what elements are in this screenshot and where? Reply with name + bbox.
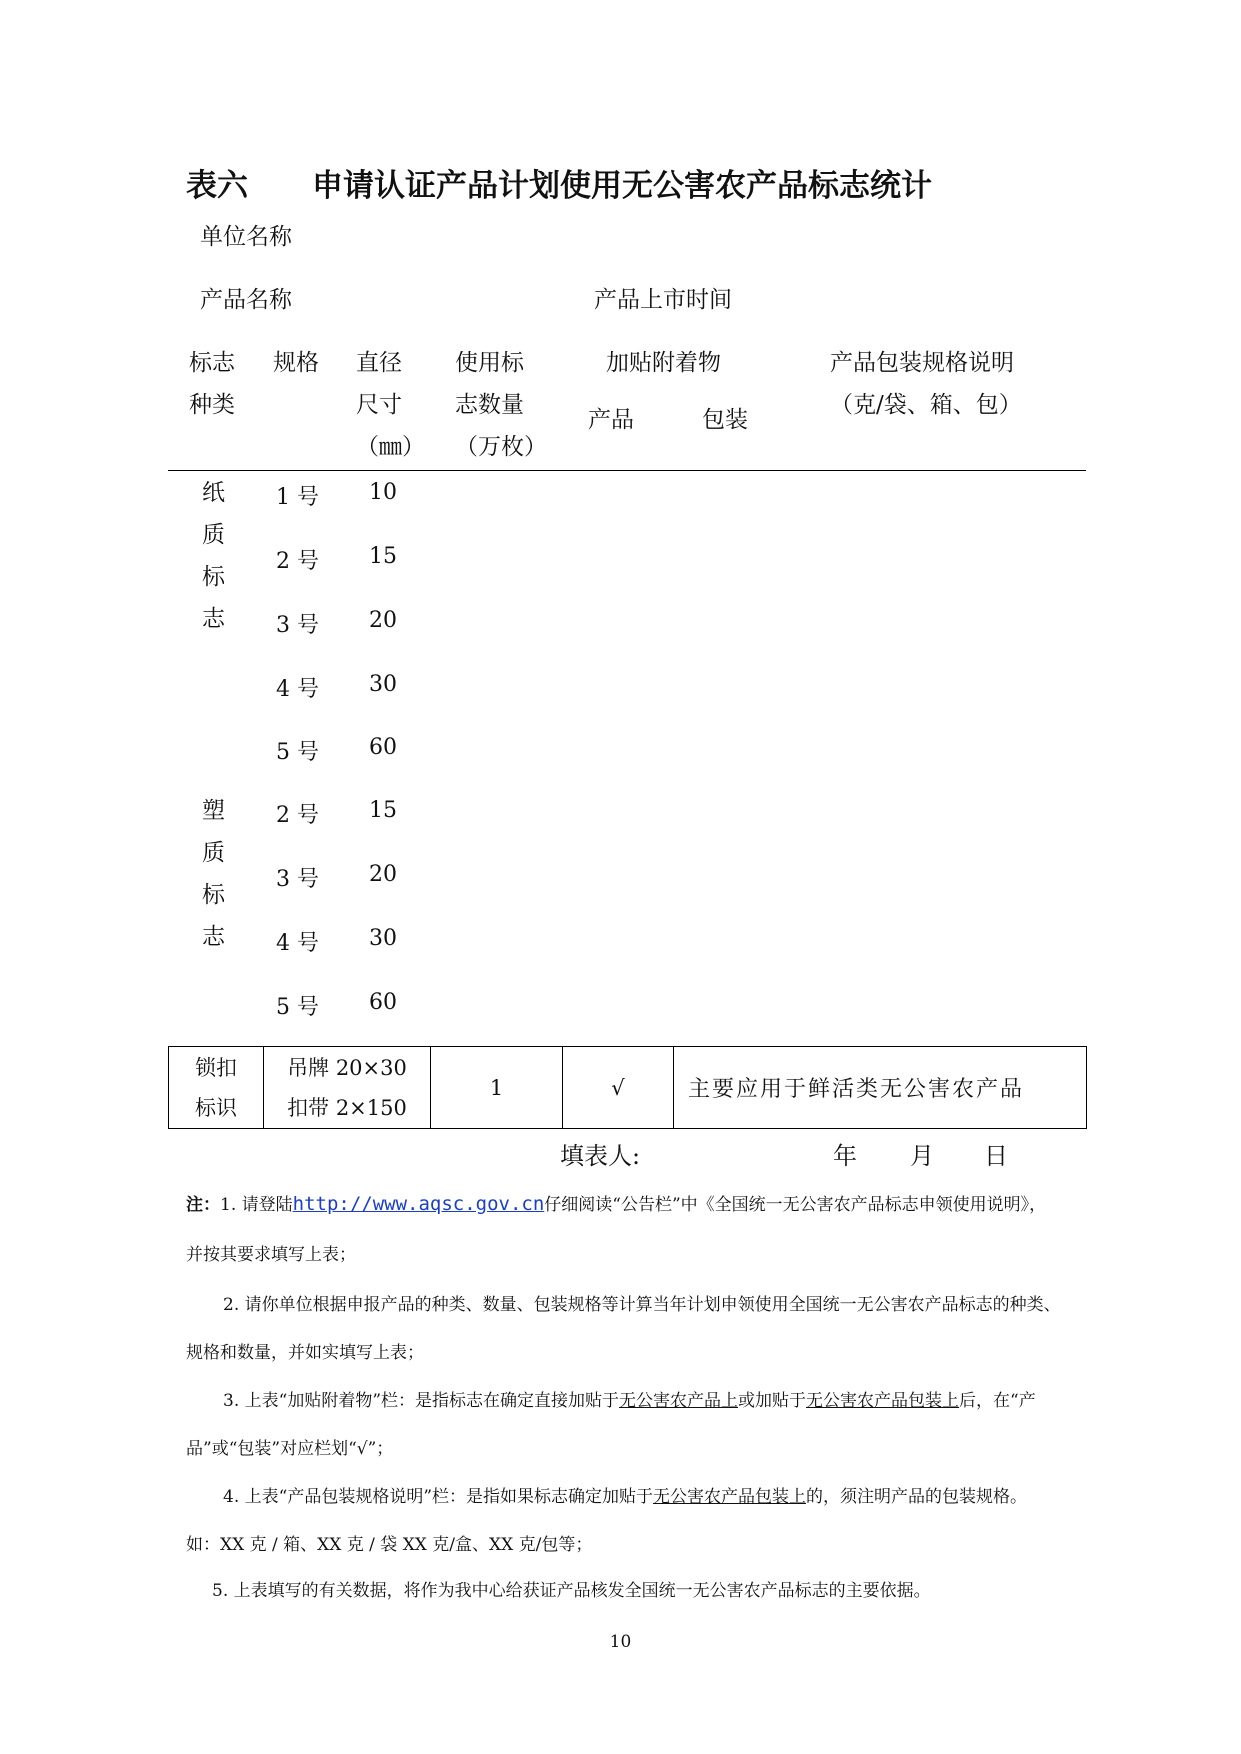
lock-type-cell: 锁扣 标识 — [169, 1047, 264, 1129]
table-row-size: 30 — [369, 926, 397, 951]
lock-note-cell: 主要应用于鲜活类无公害农产品 — [674, 1047, 1087, 1129]
table-row-size: 20 — [369, 608, 397, 633]
header-pack-spec: 产品包装规格说明 （克/袋、箱、包） — [830, 350, 1022, 418]
table-row-spec: 4 号 — [276, 931, 319, 956]
filler-label: 填表人: — [560, 1142, 641, 1170]
table-row-spec: 1 号 — [276, 485, 319, 510]
page-title — [186, 160, 932, 205]
year-label: 年 — [833, 1142, 857, 1170]
note-1-cont: 并按其要求填写上表； — [186, 1245, 356, 1265]
table-row-spec: 2 号 — [276, 803, 319, 828]
header-spec: 规格 — [273, 350, 319, 376]
paper-group-label: 纸 质 标 志 — [202, 480, 225, 632]
note-4: 4. 上表“产品包装规格说明”栏：是指如果标志确定加贴于无公害农产品包装上的，须注明产品的包装规格。 — [223, 1487, 1028, 1507]
header-attach-product: 产品 — [588, 407, 634, 433]
month-label: 月 — [910, 1142, 934, 1170]
lock-row-table — [168, 1046, 1087, 1129]
header-type: 标志 种类 — [189, 350, 235, 418]
header-divider — [168, 470, 1086, 471]
table-title: 申请认证产品计划使用无公害农产品标志统计 — [312, 168, 932, 204]
note-5: 5. 上表填写的有关数据，将作为我中心给获证产品核发全国统一无公害农产品标志的主要依据。 — [212, 1581, 931, 1601]
note-3: 3. 上表“加贴附着物”栏：是指标志在确定直接加贴于无公害农产品上或加贴于无公害农产品包装上后，在“产 — [223, 1391, 1036, 1411]
lock-check-cell: √ — [563, 1047, 674, 1129]
table-row-size: 30 — [369, 672, 397, 697]
table-row-spec: 3 号 — [276, 867, 319, 892]
table-row-spec: 5 号 — [276, 995, 319, 1020]
table-row — [169, 1047, 1087, 1129]
table-row-size: 60 — [369, 990, 397, 1015]
header-diameter: 直径 尺寸 （㎜） — [356, 350, 425, 460]
note-2: 2. 请你单位根据申报产品的种类、数量、包装规格等计算当年计划申领使用全国统一无公害农产品标志的种类、 — [223, 1295, 1061, 1315]
lock-quantity-cell: 1 — [431, 1047, 563, 1129]
table-row-size: 15 — [369, 798, 397, 823]
plastic-group-label: 塑 质 标 志 — [202, 798, 225, 950]
header-quantity: 使用标 志数量 （万枚） — [455, 350, 547, 460]
table-row-spec: 3 号 — [276, 613, 319, 638]
table-row-size: 10 — [369, 480, 397, 505]
page-number: 10 — [609, 1632, 632, 1652]
day-label: 日 — [984, 1142, 1008, 1170]
note-1: 注：1. 请登陆http://www.aqsc.gov.cn仔细阅读“公告栏”中《全国统一无公害农产品标志申领使用说明》， — [186, 1193, 1047, 1215]
product-name-label: 产品名称 — [200, 287, 292, 313]
table-row-spec: 2 号 — [276, 549, 319, 574]
note-2-cont: 规格和数量，并如实填写上表； — [186, 1343, 424, 1363]
table-row-size: 15 — [369, 544, 397, 569]
aqsc-link[interactable]: http://www.aqsc.gov.cn — [292, 1193, 545, 1215]
table-row-spec: 4 号 — [276, 677, 319, 702]
table-row-size: 60 — [369, 735, 397, 760]
table-row-spec: 5 号 — [276, 740, 319, 765]
unit-name-label: 单位名称 — [200, 224, 292, 250]
market-time-label: 产品上市时间 — [594, 287, 732, 313]
header-attach-package: 包装 — [702, 407, 748, 433]
table-number: 表六 — [186, 168, 248, 204]
note-4-cont: 如：XX 克 / 箱、XX 克 / 袋 XX 克/盒、XX 克/包等； — [186, 1535, 593, 1555]
note-3-cont: 品”或“包装”对应栏划“√”； — [186, 1439, 394, 1459]
header-attach: 加贴附着物 — [606, 350, 721, 376]
table-row-size: 20 — [369, 862, 397, 887]
lock-spec-cell: 吊牌 20×30 扣带 2×150 — [264, 1047, 431, 1129]
